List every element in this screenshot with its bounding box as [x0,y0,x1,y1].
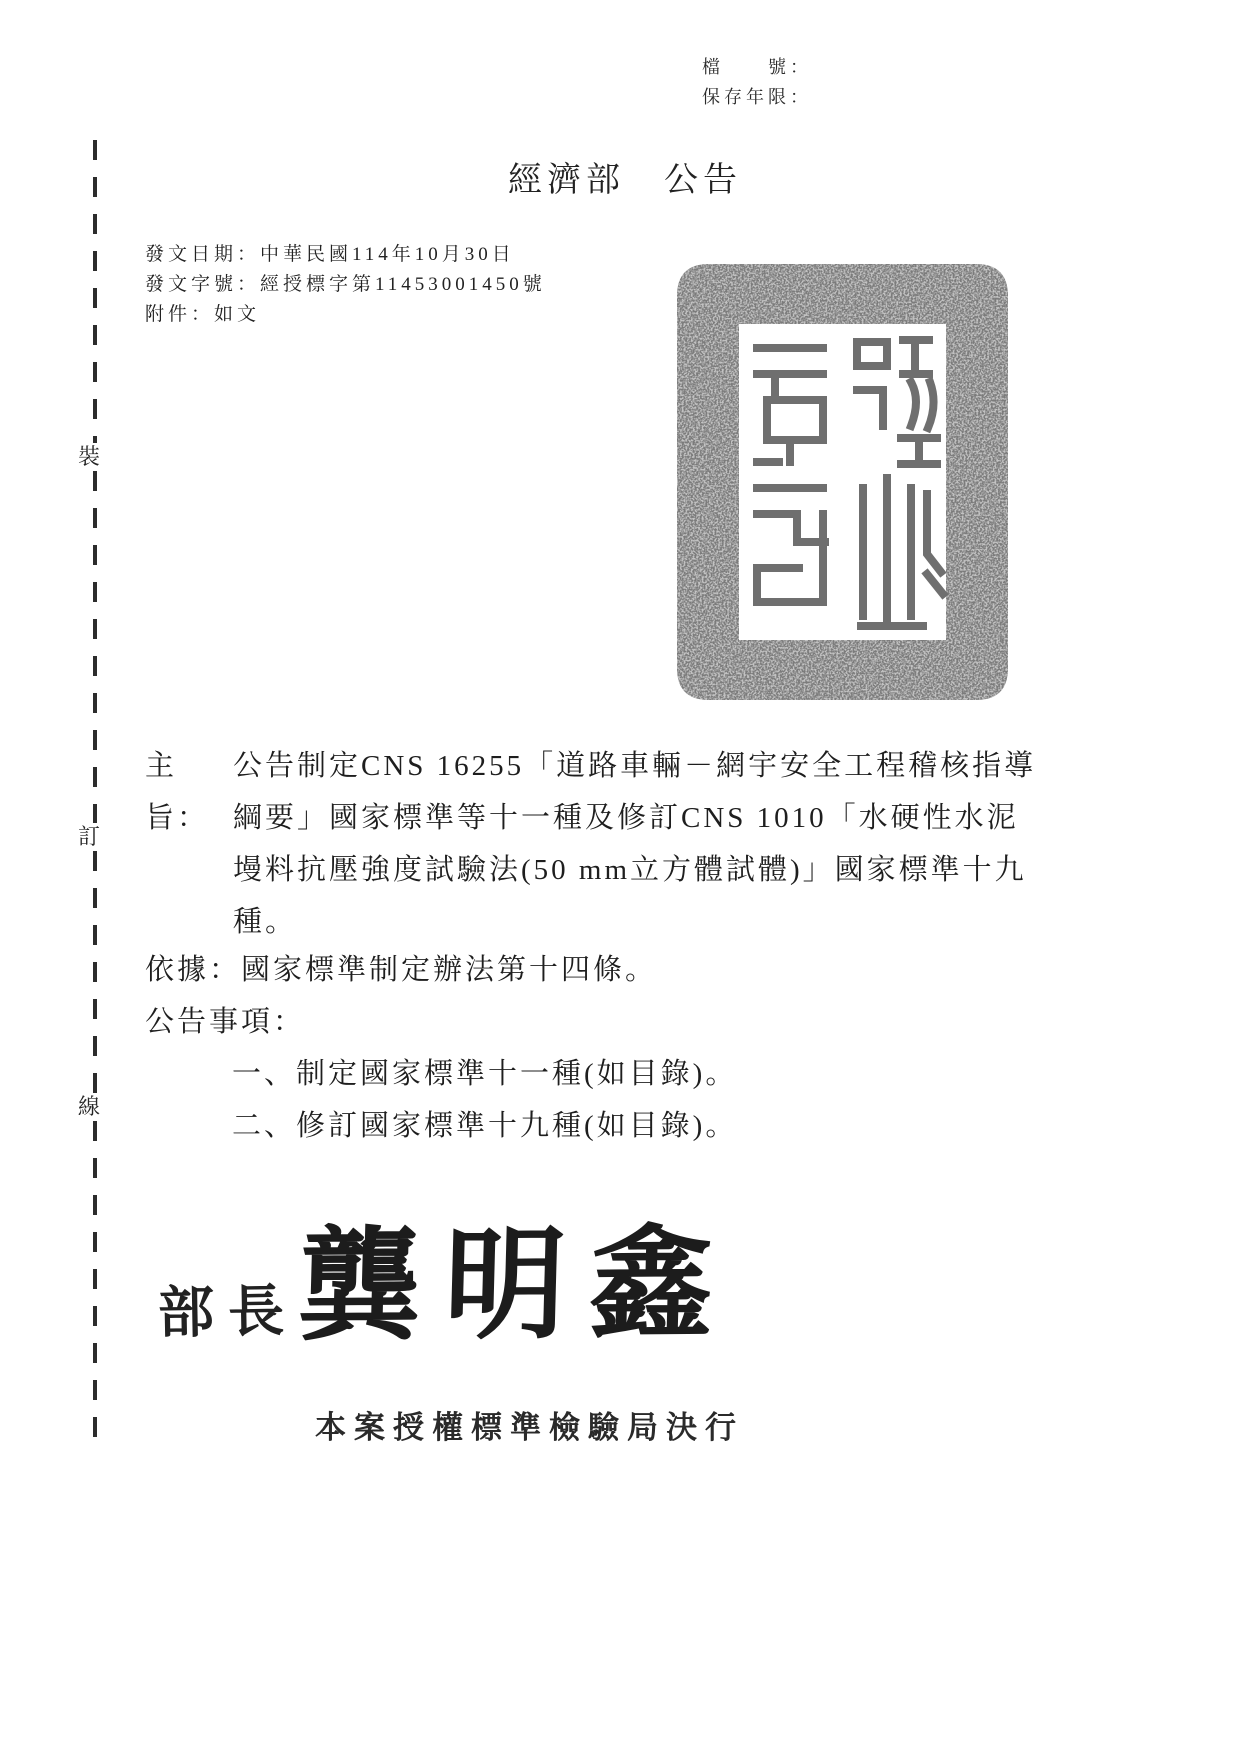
archival-labels [702,52,812,112]
subject-line: 公告制定CNS 16255「道路車輛－網宇安全工程稽核指導 [233,750,1037,782]
binding-mark-ding: 訂 [77,824,100,849]
subject-paragraph [145,740,1036,948]
item-2: 二、修訂國家標準十九種(如目錄)。 [232,1110,738,1142]
file-number-label: 檔 號： [702,57,812,77]
subject-label: 主旨： [145,750,210,834]
doc-number-line: 發文字號：經授標字第11453001450號 [145,274,546,295]
document-meta [145,240,546,330]
subject-line: 墁料抗壓強度試驗法(50 mm立方體試體)」國家標準十九 [233,854,1027,886]
minister-signature: 龔明鑫 [296,1217,738,1356]
binding-dash-line [93,140,97,443]
attachment-line: 附件：如文 [145,304,261,325]
items-header: 公告事項： [145,1006,306,1038]
page-title: 經濟部 公告 [508,162,742,199]
issue-date-line: 發文日期：中華民國114年10月30日 [145,244,515,265]
delegation-note: 本案授權標準檢驗局決行 [315,1410,744,1445]
binding-mark-xian: 線 [77,1094,100,1119]
subject-line: 種。 [233,906,298,938]
ministry-seal-stamp-icon [675,262,1010,702]
item-1: 一、制定國家標準十一種(如目錄)。 [232,1058,738,1090]
retention-period-label: 保存年限： [702,87,812,107]
legal-basis-line: 依據：國家標準制定辦法第十四條。 [145,954,658,986]
binding-mark-zhuang: 裝 [77,444,100,469]
minister-title: 部長 [157,1280,299,1346]
subject-text [233,740,1036,948]
subject-line: 綱要」國家標準等十一種及修訂CNS 1010「水硬性水泥 [233,802,1019,834]
binding-dash-line [93,1121,97,1450]
binding-dash-line [93,851,97,1093]
items-list [232,1048,737,1152]
binding-dash-line [93,471,97,823]
binding-edge [70,140,100,1450]
